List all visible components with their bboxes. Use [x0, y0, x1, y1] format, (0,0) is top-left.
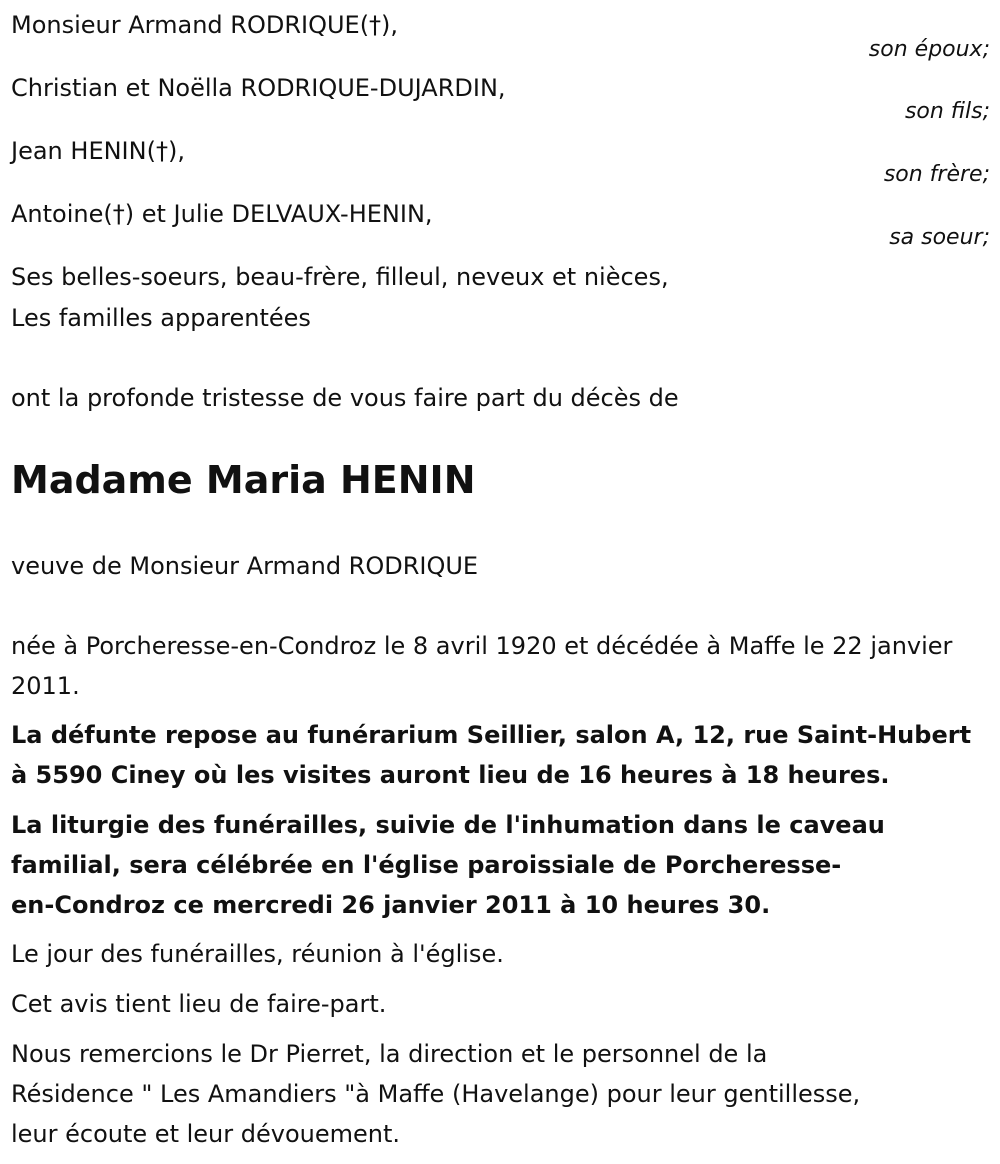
thanks-line-2: Résidence " Les Amandiers "à Maffe (Havelange) pour leur gentillesse,	[11, 1080, 861, 1108]
thanks-line-1: Nous remercions le Dr Pierret, la direction et le personnel de la	[11, 1040, 768, 1068]
liturgy-line-1: La liturgie des funérailles, suivie de l'inhumation dans le caveau	[11, 811, 885, 839]
family-relation-2: son fils;	[904, 99, 990, 124]
family-relation-3: son frère;	[883, 162, 990, 187]
funerarium-text: La défunte repose au funérarium Seillier, salon A, 12, rue Saint-Hubert à 5590 Ciney où les visites auront lieu de 16 heures à 18 heures.	[11, 721, 972, 789]
liturgy-line-2: familial, sera célébrée en l'église paroissiale de Porcheresse-	[11, 851, 842, 879]
meeting-text: Le jour des funérailles, réunion à l'église.	[11, 940, 504, 968]
deceased-name: Madame Maria HENIN	[11, 458, 476, 502]
liturgy-line-3: en-Condroz ce mercredi 26 janvier 2011 à 10 heures 30.	[11, 891, 771, 919]
widow-of-text: veuve de Monsieur Armand RODRIQUE	[11, 552, 479, 580]
thanks-line-3: leur écoute et leur dévouement.	[11, 1120, 401, 1148]
family-name-2: Christian et Noëlla RODRIQUE-DUJARDIN,	[11, 74, 506, 102]
family-name-4: Antoine(†) et Julie DELVAUX-HENIN,	[11, 200, 433, 228]
family-relation-1: son époux;	[868, 37, 990, 62]
birth-death-text: née à Porcheresse-en-Condroz le 8 avril 1920 et décédée à Maffe le 22 janvier 2011.	[11, 632, 953, 700]
notice-text: Cet avis tient lieu de faire-part.	[11, 990, 387, 1018]
family-name-3: Jean HENIN(†),	[11, 137, 185, 165]
announcement-text: ont la profonde tristesse de vous faire part du décès de	[11, 384, 679, 412]
relatives-line-1: Ses belles-soeurs, beau-frère, filleul, neveux et nièces,	[11, 263, 669, 291]
family-name-1: Monsieur Armand RODRIQUE(†),	[11, 11, 399, 39]
relatives-line-2: Les familles apparentées	[11, 304, 311, 332]
family-relation-4: sa soeur;	[889, 225, 990, 250]
